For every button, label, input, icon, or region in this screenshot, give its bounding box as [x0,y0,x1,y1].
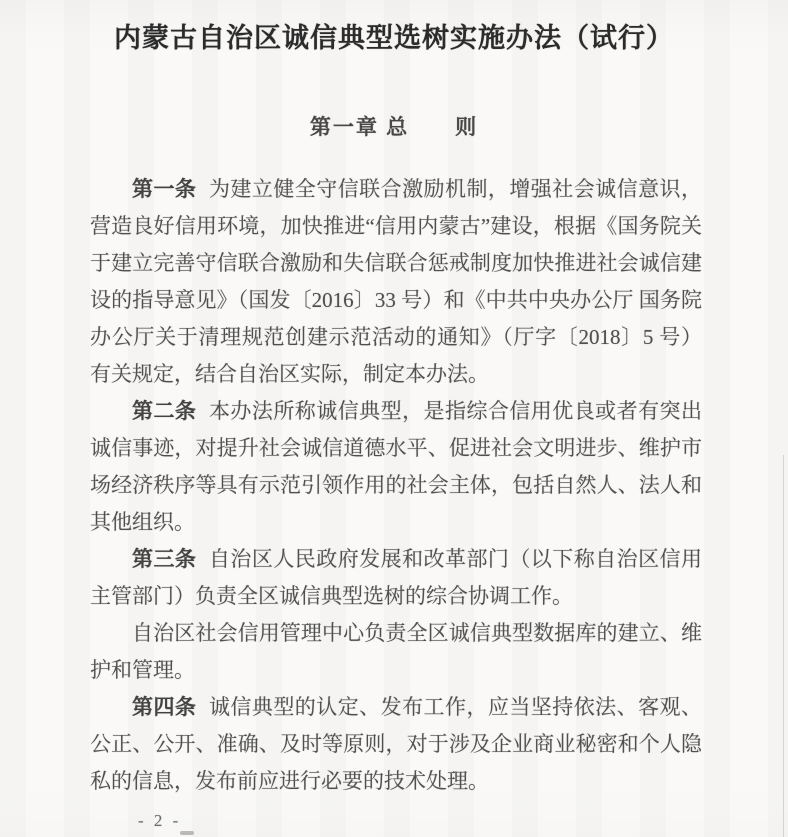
article-2-label: 第二条 [132,399,197,423]
document-body [90,171,702,800]
article-1-text: 为建立健全守信联合激励机制，增强社会诚信意识，营造良好信用环境，加快推进“信用内蒙古”建设，根据《国务院关于建立完善守信联合激励和失信联合惩戒制度加快推进社会诚信建设的指导意见》（国发〔2016〕33 号）和《中共中央办公厅 国务院办公厅关于清理规范创建示范活动的通知》（厅字〔2018〕5 号）有关规定，结合自治区实际，制定本办法。 [90,177,703,386]
article-3b-text: 自治区社会信用管理中心负责全区诚信典型数据库的建立、维护和管理。 [90,621,702,682]
article-3-text: 自治区人民政府发展和改革部门（以下称自治区信用主管部门）负责全区诚信典型选树的综合协调工作。 [90,547,703,608]
scan-edge-artifact [783,455,784,837]
page-number: - 2 - [138,811,182,830]
paragraph-article-3-continued [90,615,702,689]
paragraph-article-2 [90,393,702,541]
article-1-label: 第一条 [132,177,197,201]
article-2-text: 本办法所称诚信典型，是指综合信用优良或者有突出诚信事迹，对提升社会诚信道德水平、促进社会文明进步、维护市场经济秩序等具有示范引领作用的社会主体，包括自然人、法人和其他组织。 [90,399,703,534]
chapter-heading: 第一章 总 则 [309,115,479,139]
document-title: 内蒙古自治区诚信典型选树实施办法（试行） [114,23,674,53]
article-4-text: 诚信典型的认定、发布工作，应当坚持依法、客观、公正、公开、准确、及时等原则，对于涉及企业商业秘密和个人隐私的信息，发布前应进行必要的技术处理。 [90,695,703,793]
paragraph-article-4 [90,689,702,800]
paragraph-article-3 [90,541,702,615]
article-4-label: 第四条 [132,695,197,719]
scan-speck-artifact [180,831,194,835]
article-3-label: 第三条 [132,547,197,571]
paragraph-article-1 [90,171,702,393]
